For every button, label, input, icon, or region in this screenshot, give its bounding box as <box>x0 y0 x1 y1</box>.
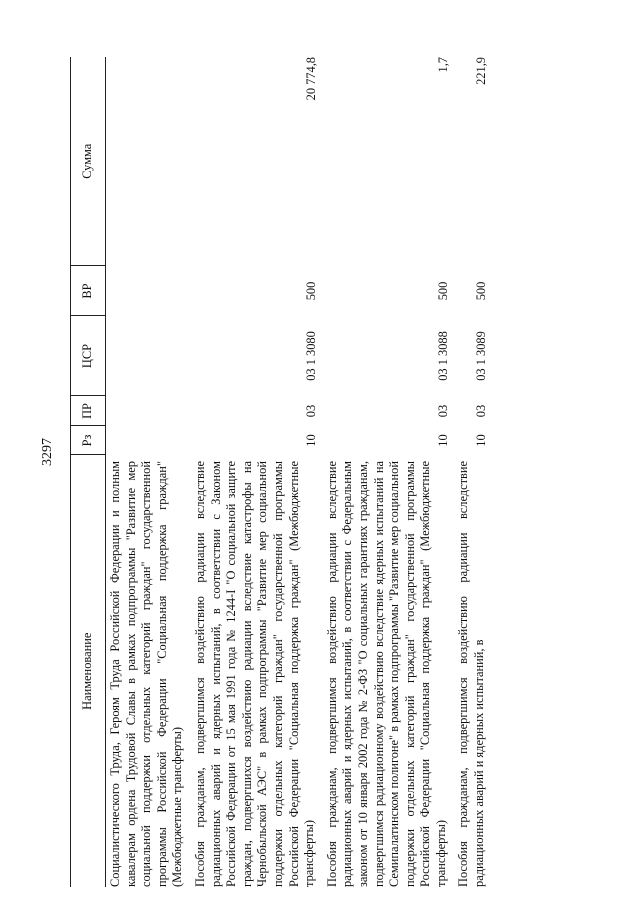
row-name: Пособия гражданам, подвергшимся воздействию радиации вследствие радиационных аварий и ядерных испытаний, в соответствии с Законом Российской Федерации от 15 мая 1991 года № 1244-I "О социальной защите граждан, подвергшихся воздействию радиации вследствие катастрофы на Чернобыльской АЭС" в рамках подпрограммы "Развитие мер социальной поддержки отдельных категорий граждан" государственной программы Российской Федерации "Социальная поддержка граждан" (Межбюджетные трансферты) <box>192 461 317 887</box>
row-name: Пособия гражданам, подвергшимся воздействию радиации вследствие радиационных аварий и ядерных испытаний, в <box>456 461 487 887</box>
row-pr <box>106 396 190 426</box>
row-rz: 10 <box>435 434 450 447</box>
row-name: Пособия гражданам, подвергшимся воздействию радиации вследствие радиационных аварий и ядерных испытаний, в соответствии с Федеральным законом от 10 января 2002 года № 2-ФЗ "О социальных гарантиях гражданам, подвергшимся радиационному воздействию вследствие ядерных испытаний на Семипалатинском полигоне" в рамках подпрограммы "Развитие мер социальной поддержки отдельных категорий граждан" государственной программы Российской Федерации "Социальная поддержка граждан" (Межбюджетные трансферты) <box>324 461 448 887</box>
row-name: Социалистического Труда, Героям Труда Российской Федерации и полным кавалерам ордена Трудовой Славы в рамках подпрограммы "Развитие мер социальной поддержки отдельных категорий граждан" государственной программы Российской Федерации "Социальная поддержка граждан" (Межбюджетные трансферты) <box>108 461 185 887</box>
row-csr <box>106 316 190 396</box>
row-sum <box>106 57 190 266</box>
header-name: Наименование <box>71 455 106 887</box>
table-header-row <box>71 57 106 887</box>
row-sum: 20 774,8 <box>304 57 319 101</box>
row-vr: 500 <box>474 281 489 301</box>
row-rz: 10 <box>474 434 489 447</box>
page-number: 3297 <box>40 438 55 466</box>
budget-table <box>70 57 492 887</box>
header-vr: ВР <box>71 266 106 316</box>
header-csr: ЦСР <box>71 316 106 396</box>
row-rz: 10 <box>304 434 319 447</box>
table-row <box>190 57 322 887</box>
row-csr: 03 1 3080 <box>304 331 319 381</box>
table-row <box>322 57 454 887</box>
table-row <box>106 57 190 887</box>
row-sum: 221,9 <box>474 57 489 85</box>
row-pr: 03 <box>304 404 319 418</box>
row-vr: 500 <box>304 281 319 301</box>
header-rz: Рз <box>71 426 106 455</box>
rotated-table-sheet <box>70 57 590 887</box>
header-sum: Сумма <box>71 57 106 266</box>
row-pr: 03 <box>474 404 489 418</box>
row-rz <box>106 426 190 455</box>
row-vr: 500 <box>435 281 450 301</box>
row-csr: 03 1 3088 <box>435 331 450 381</box>
row-vr <box>106 266 190 316</box>
table-row <box>453 57 491 887</box>
header-pr: ПР <box>71 396 106 426</box>
row-pr: 03 <box>435 404 450 418</box>
row-sum: 1,7 <box>435 57 450 73</box>
row-csr: 03 1 3089 <box>474 331 489 381</box>
